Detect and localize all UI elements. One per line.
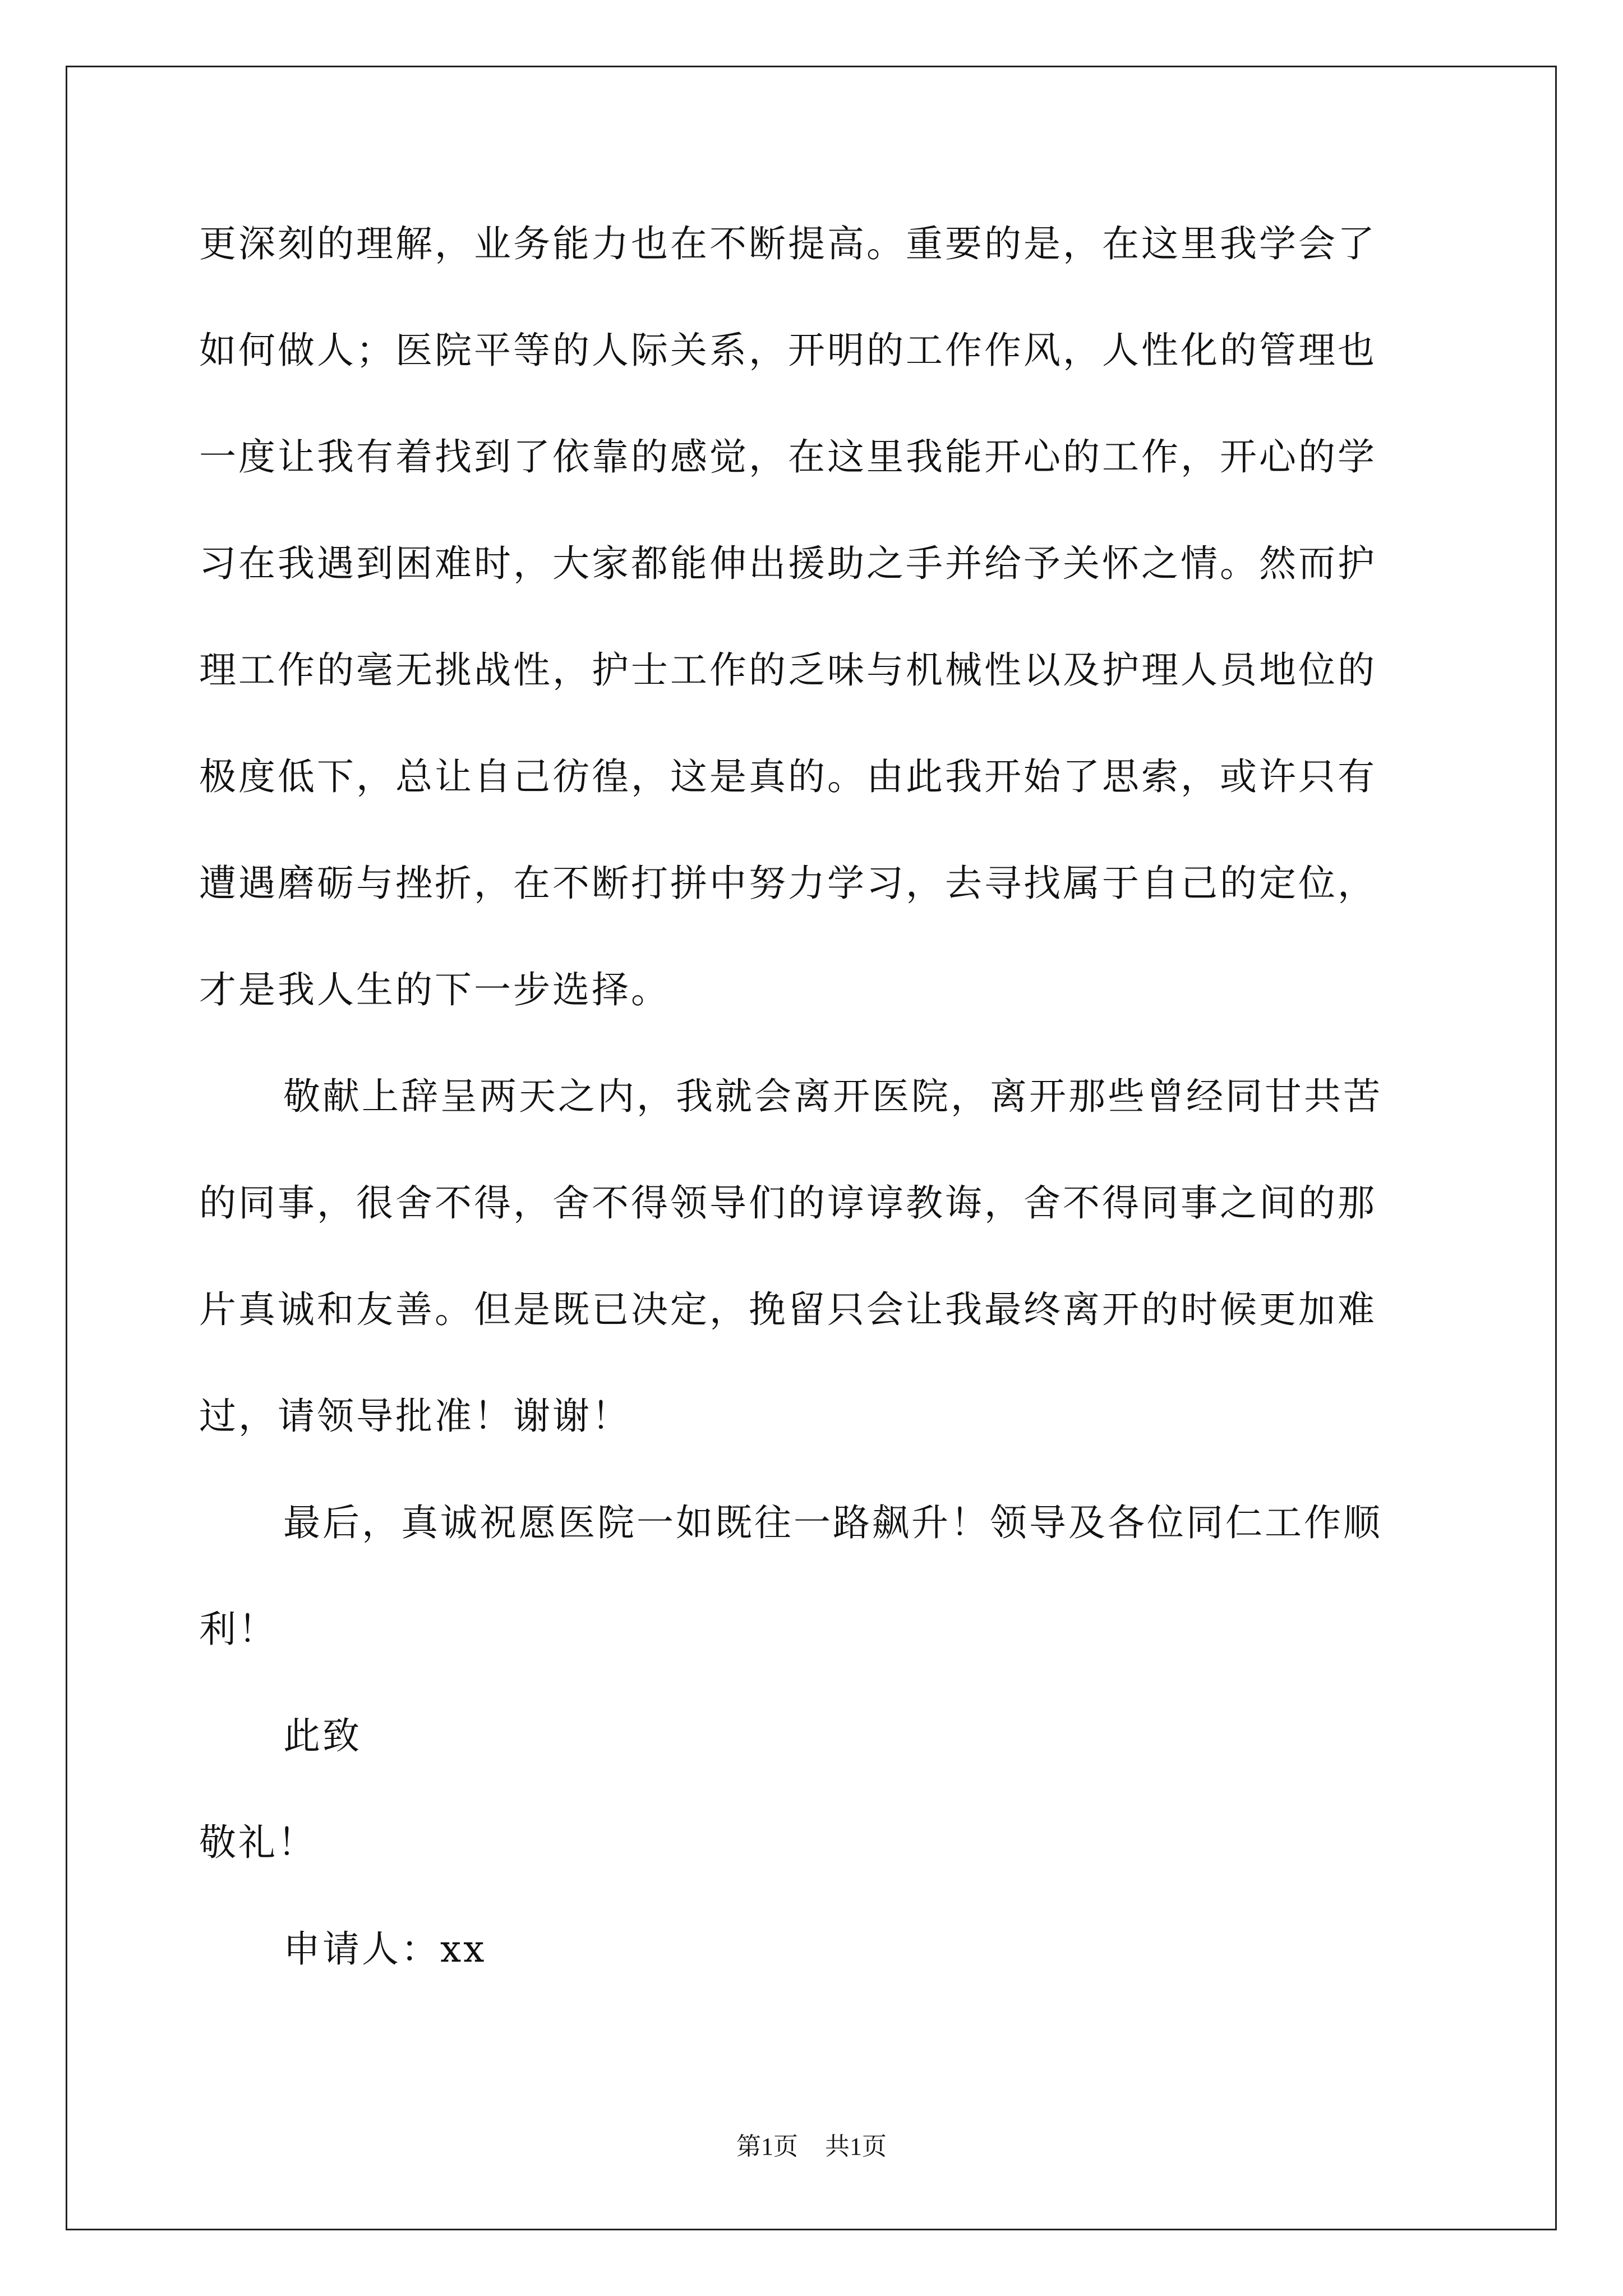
page-footer: [0, 2126, 1623, 2162]
page-number-current: 第1页: [736, 2133, 798, 2160]
closing-regards: 敬礼！: [199, 1821, 317, 1864]
paragraph-line: 一度让我有着找到了依靠的感觉，在这里我能开心的工作，开心的学: [199, 435, 1377, 478]
paragraph-line: 利！: [199, 1608, 278, 1651]
paragraph-line: 才是我人生的下一步选择。: [199, 968, 670, 1011]
paragraph-line: 如何做人；医院平等的人际关系，开明的工作作风，人性化的管理也: [199, 329, 1377, 372]
letter-body: [199, 191, 1433, 2003]
paragraph-line: 遭遇磨砺与挫折，在不断打拼中努力学习，去寻找属于自己的定位，: [199, 862, 1377, 905]
paragraph-line: 极度低下，总让自己彷徨，这是真的。由此我开始了思索，或许只有: [199, 755, 1377, 798]
paragraph-line: 的同事，很舍不得，舍不得领导们的谆谆教诲，舍不得同事之间的那: [199, 1181, 1377, 1225]
paragraph-line: 理工作的毫无挑战性，护士工作的乏味与机械性以及护理人员地位的: [199, 648, 1377, 692]
paragraph-line: 过，请领导批准！谢谢！: [199, 1395, 631, 1438]
paragraph-line: 最后，真诚祝愿医院一如既往一路飙升！领导及各位同仁工作顺: [283, 1501, 1382, 1544]
paragraph-line: 敬献上辞呈两天之内，我就会离开医院，离开那些曾经同甘共苦: [283, 1075, 1382, 1118]
paragraph-line: 习在我遇到困难时，大家都能伸出援助之手并给予关怀之情。然而护: [199, 542, 1377, 585]
applicant-signature: 申请人：xx: [283, 1927, 487, 1971]
closing-salutation: 此致: [283, 1714, 362, 1757]
page-number-total: 共1页: [825, 2133, 887, 2160]
paragraph-line: 片真诚和友善。但是既已决定，挽留只会让我最终离开的时候更加难: [199, 1288, 1377, 1331]
paragraph-line: 更深刻的理解，业务能力也在不断提高。重要的是，在这里我学会了: [199, 222, 1377, 265]
